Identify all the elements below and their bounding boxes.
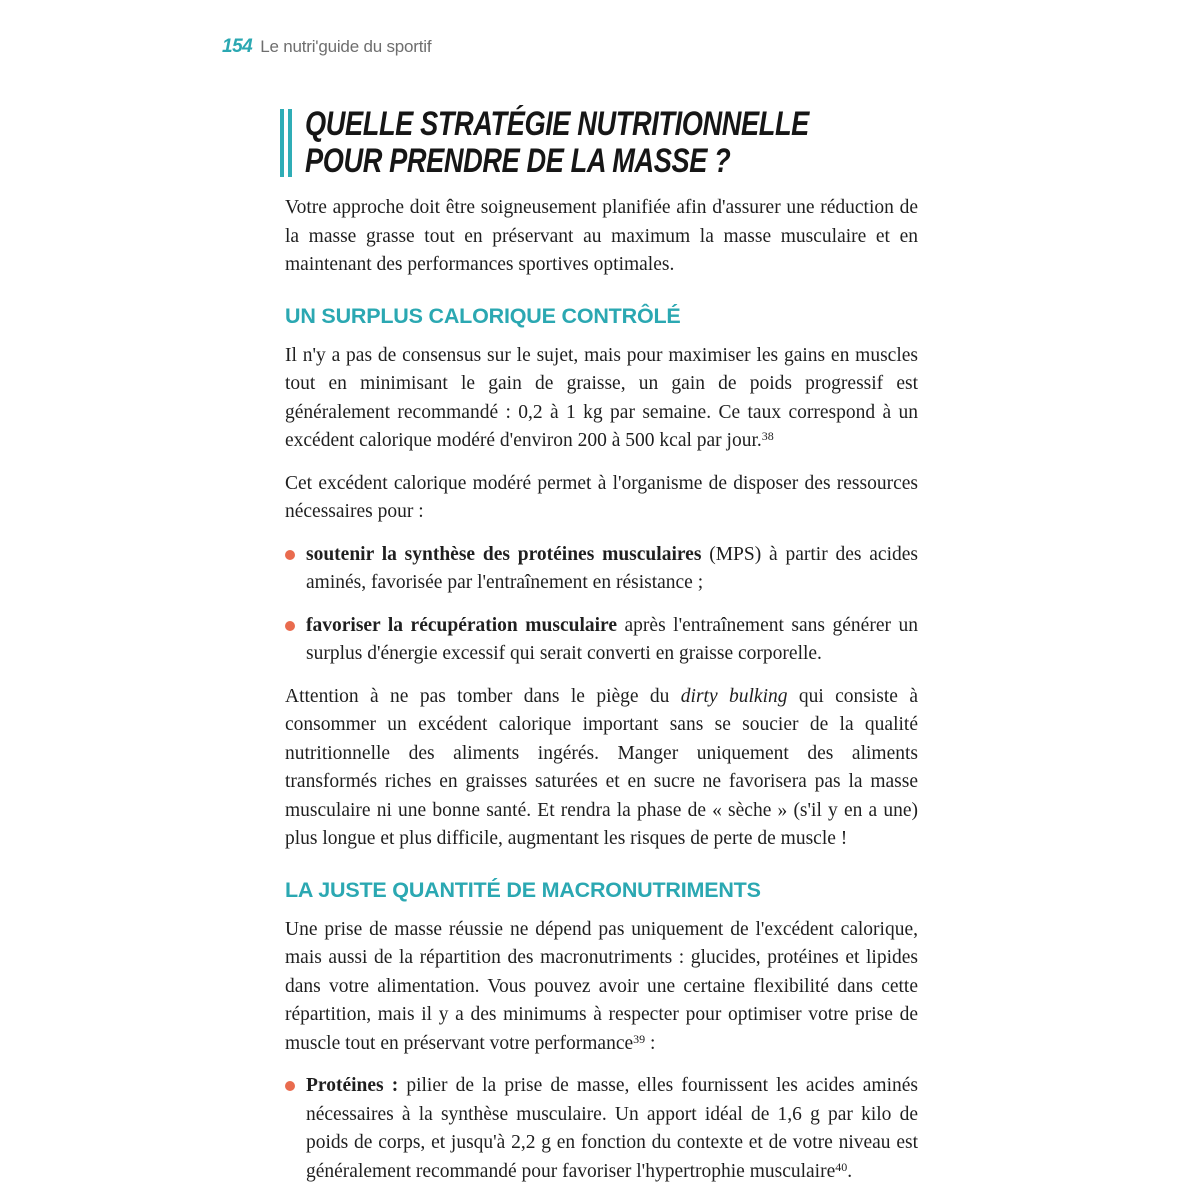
footnote-ref-39: 39 xyxy=(633,1031,646,1046)
bullet-dot-icon xyxy=(285,550,295,560)
paragraph-text: Une prise de masse réussie ne dépend pas uniquement de l'excédent calorique, mais aussi de la répartition des macronutriments : glucides, protéines et lipides dans votre alimentation. Vous pouvez avoir une certaine flexibilité dans cette répartition, mais il y a des minimums à respecter pour optimiser votre prise de muscle tout en préservant votre performance xyxy=(285,918,918,1054)
bullet-dot-icon xyxy=(285,621,295,631)
page-content xyxy=(285,106,918,1200)
accent-bar xyxy=(288,109,292,177)
chapter-title-block xyxy=(280,106,918,180)
list-item xyxy=(285,1072,918,1186)
bullet-lead-bold: soutenir la synthèse des protéines musculaires xyxy=(306,543,702,565)
chapter-title-line2: POUR PRENDRE DE LA MASSE ? xyxy=(305,142,731,180)
running-head xyxy=(222,36,431,58)
bullet-lead-bold: favoriser la récupération musculaire xyxy=(306,614,618,636)
paragraph-consensus-text: Il n'y a pas de consensus sur le sujet, mais pour maximiser les gains en muscles tout en minimisant le gain de graisse, un gain de poids progressif est généralement recommandé : 0,2 à 1 kg par semaine. Ce taux correspond à un excédent calorique modéré d'environ 200 à 500 kcal par jour. xyxy=(285,344,918,451)
chapter-title-line1: QUELLE STRATÉGIE NUTRITIONNELLE xyxy=(305,105,809,143)
paragraph-dirty-bulking xyxy=(285,683,918,854)
chapter-title xyxy=(305,106,809,180)
bullet-text: après l'entraînement sans générer un surplus d'énergie excessif qui serait converti en graisse corporelle. xyxy=(306,614,918,664)
footnote-ref-38: 38 xyxy=(761,429,774,443)
accent-bar xyxy=(280,109,284,177)
bullet-lead-bold: Protéines : xyxy=(306,1075,399,1096)
footnote-ref-40: 40 xyxy=(835,1159,848,1174)
paragraph-text: Attention à ne pas tomber dans le piège du xyxy=(285,685,681,707)
bullet-text: pilier de la prise de masse, elles fournissent les acides aminés nécessaires à la synthèse musculaire. Un apport idéal de 1,6 g par kilo de poids de corps, et jusqu'à 2,2 g en fonction du contexte et de votre niveau est généralement recommandé pour favoriser l'hypertrophie musculaire xyxy=(306,1075,918,1182)
section-heading-surplus-calorique: UN SURPLUS CALORIQUE CONTRÔLÉ xyxy=(285,303,681,328)
title-accent-bars-icon xyxy=(280,106,292,180)
bullet-dot-icon xyxy=(285,1081,295,1091)
italic-term: dirty bulking xyxy=(680,685,788,707)
paragraph-tail: : xyxy=(645,1032,656,1054)
page-number: 154 xyxy=(222,36,253,57)
bullet-list-surplus xyxy=(285,541,918,669)
bullet-text: (MPS) à partir des acides aminés, favorisée par l'entraînement en résistance ; xyxy=(306,543,918,593)
bullet-tail: . xyxy=(847,1160,853,1182)
paragraph-text: qui consiste à consommer un excédent calorique important sans se soucier de la qualité nutritionnelle des aliments ingérés. Manger uniquement des aliments transformés riches en graisses saturées et en sucre ne favorisera pas la masse musculaire ni une bonne santé. Et rendra la phase de « sèche » (s'il y en a une) plus longue et plus difficile, augmentant les risques de perte de muscle ! xyxy=(285,685,918,849)
bullet-list-macros xyxy=(285,1072,918,1186)
paragraph-excedent-intro: Cet excédent calorique modéré permet à l'organisme de disposer des ressources nécessaires pour : xyxy=(285,472,918,522)
list-item xyxy=(285,612,918,669)
paragraph-prise-de-masse xyxy=(285,916,918,1059)
paragraph-consensus xyxy=(285,342,918,456)
intro-paragraph: Votre approche doit être soigneusement planifiée afin d'assurer une réduction de la masse grasse tout en préservant au maximum la masse musculaire et en maintenant des performances sportives optimales. xyxy=(285,197,918,275)
section-heading-macronutriments: LA JUSTE QUANTITÉ DE MACRONUTRIMENTS xyxy=(285,877,761,902)
list-item xyxy=(285,541,918,598)
book-title: Le nutri'guide du sportif xyxy=(260,37,432,56)
